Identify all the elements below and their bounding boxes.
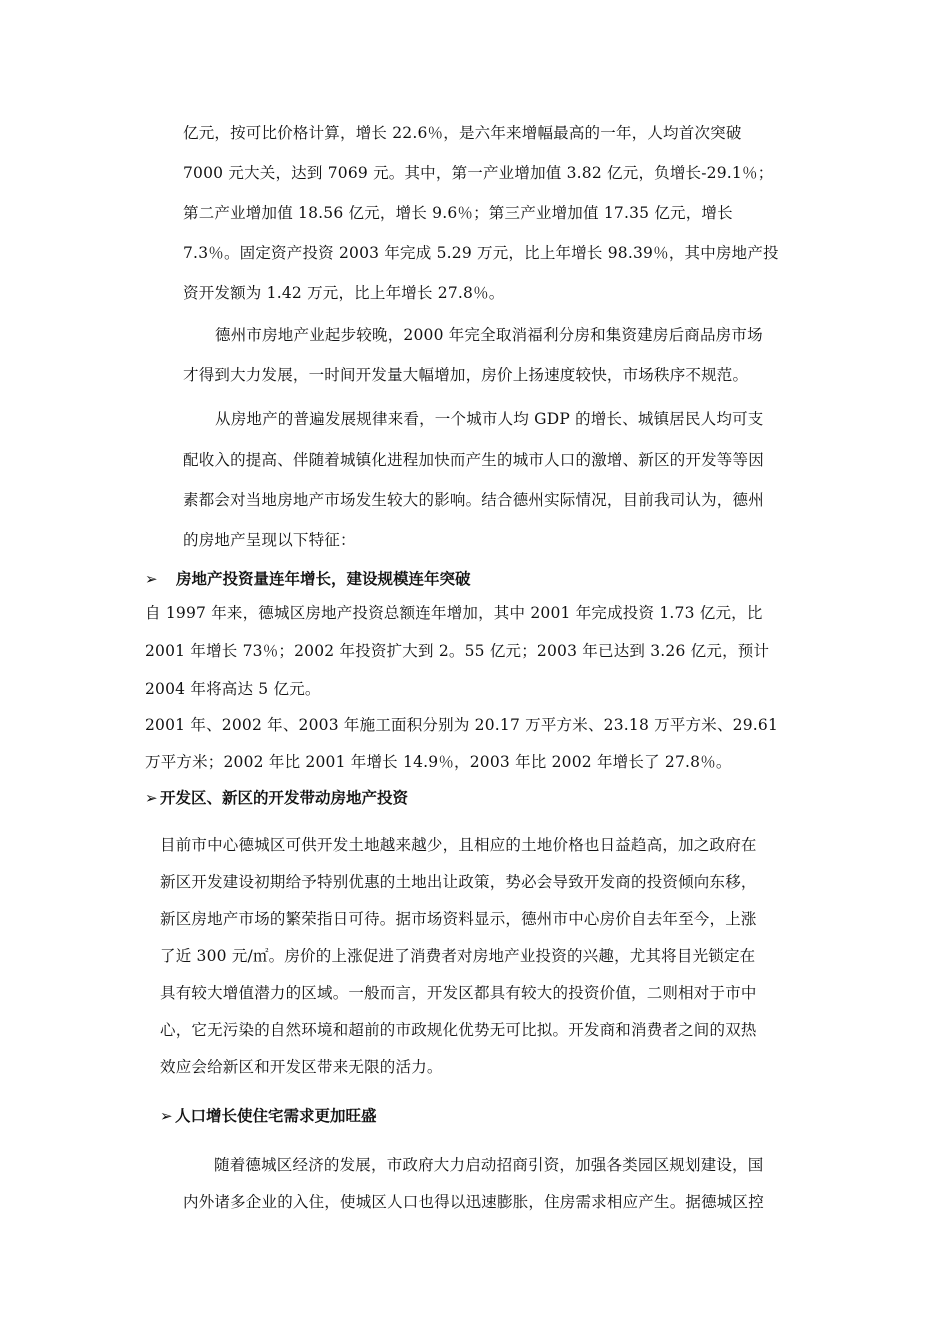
s2-line-4: 了近 300 元/㎡。房价的上涨促进了消费者对房地产业投资的兴趣，尤其将目光锁定在 [160, 947, 756, 965]
p3-line-1: 从房地产的普遍发展规律来看，一个城市人均 GDP 的增长、城镇居民人均可支 [215, 410, 764, 428]
s3-line-2: 内外诸多企业的入住，使城区人口也得以迅速膨胀，住房需求相应产生。据德城区控 [183, 1193, 764, 1211]
s1b-line-1: 2001 年、2002 年、2003 年施工面积分别为 20.17 万平方米、23.18 万平方米、29.61 [145, 716, 779, 734]
s1a-line-3: 2004 年将高达 5 亿元。 [145, 680, 321, 698]
section2-heading: 开发区、新区的开发带动房地产投资 [160, 789, 409, 807]
p2-line-1: 德州市房地产业起步较晚，2000 年完全取消福利分房和集资建房后商品房市场 [215, 326, 763, 344]
s2-line-3: 新区房地产市场的繁荣指日可待。据市场资料显示，德州市中心房价自去年至今，上涨 [160, 910, 757, 928]
s2-line-7: 效应会给新区和开发区带来无限的活力。 [160, 1058, 443, 1076]
p1-line-1: 亿元，按可比价格计算，增长 22.6％，是六年来增幅最高的一年，人均首次突破 [183, 124, 742, 142]
s2-line-1: 目前市中心德城区可供开发土地越来越少，且相应的土地价格也日益趋高，加之政府在 [160, 836, 757, 854]
s3-line-1: 随着德城区经济的发展，市政府大力启动招商引资，加强各类园区规划建设，国 [214, 1156, 764, 1174]
p1-line-2: 7000 元大关，达到 7069 元。其中，第一产业增加值 3.82 亿元，负增长-29.1％； [183, 164, 774, 182]
p3-line-4: 的房地产呈现以下特征： [183, 531, 356, 549]
s2-line-5: 具有较大增值潜力的区域。一般而言，开发区都具有较大的投资价值，二则相对于市中 [160, 984, 757, 1002]
arrow-bullet-icon: ➢ [145, 570, 158, 588]
section3-heading: 人口增长使住宅需求更加旺盛 [175, 1107, 377, 1125]
section1-heading: 房地产投资量连年增长，建设规模连年突破 [176, 570, 471, 588]
s1a-line-2: 2001 年增长 73％；2002 年投资扩大到 2。55 亿元；2003 年已达到 3.26 亿元，预计 [145, 642, 770, 660]
p3-line-3: 素都会对当地房地产市场发生较大的影响。结合德州实际情况，目前我司认为，德州 [183, 491, 764, 509]
p1-line-3: 第二产业增加值 18.56 亿元，增长 9.6％；第三产业增加值 17.35 亿元，增长 [183, 204, 733, 222]
arrow-bullet-icon: ➢ [160, 1107, 173, 1125]
p1-line-5: 资开发额为 1.42 万元，比上年增长 27.8％。 [183, 284, 505, 302]
arrow-bullet-icon: ➢ [145, 789, 158, 807]
s1b-line-2: 万平方米；2002 年比 2001 年增长 14.9％，2003 年比 2002 年增长了 27.8％。 [145, 753, 732, 771]
s2-line-2: 新区开发建设初期给予特别优惠的土地出让政策，势必会导致开发商的投资倾向东移， [160, 873, 757, 891]
p2-line-2: 才得到大力发展，一时间开发量大幅增加，房价上扬速度较快，市场秩序不规范。 [183, 366, 749, 384]
p3-line-2: 配收入的提高、伴随着城镇化进程加快而产生的城市人口的激增、新区的开发等等因 [183, 451, 764, 469]
p1-line-4: 7.3％。固定资产投资 2003 年完成 5.29 万元，比上年增长 98.39％，其中房地产投 [183, 244, 779, 262]
s2-line-6: 心，它无污染的自然环境和超前的市政规化优势无可比拟。开发商和消费者之间的双热 [160, 1021, 757, 1039]
s1a-line-1: 自 1997 年来，德城区房地产投资总额连年增加，其中 2001 年完成投资 1.73 亿元，比 [145, 604, 763, 622]
